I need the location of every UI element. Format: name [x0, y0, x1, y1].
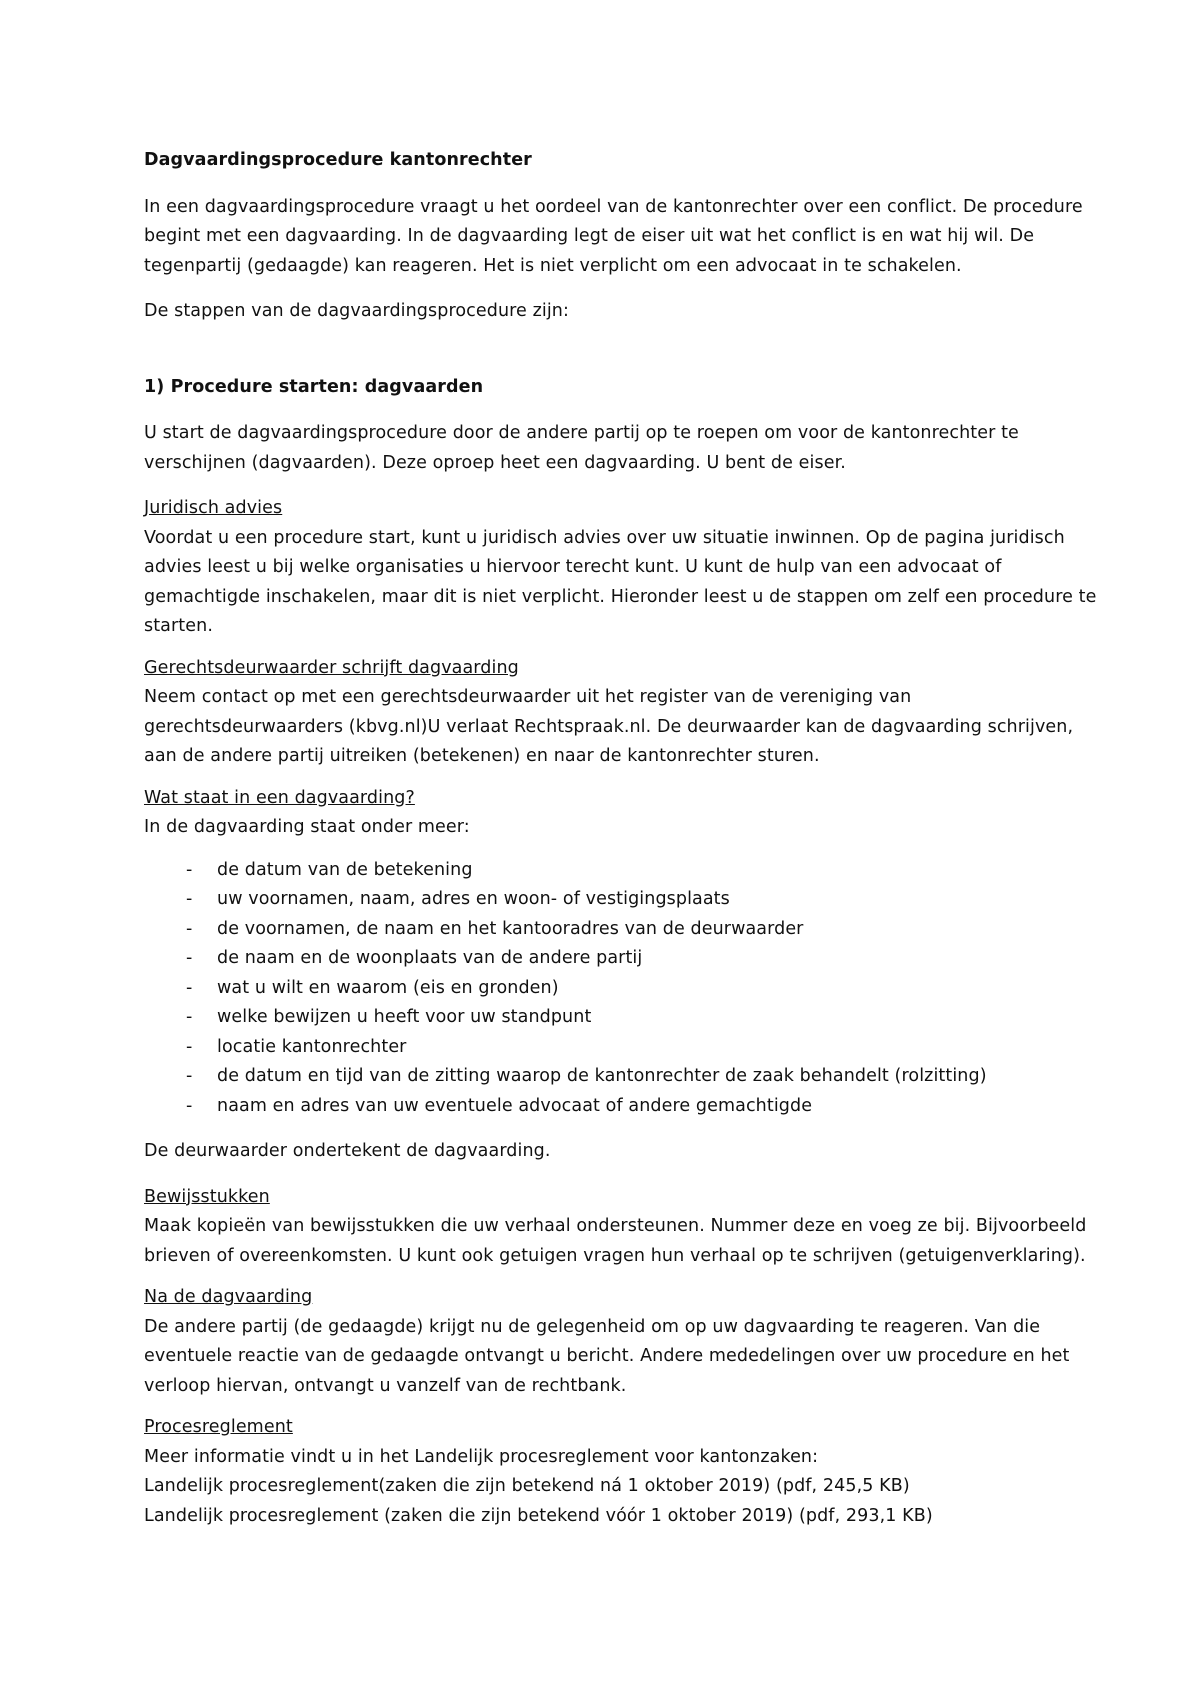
bullet-dash: -: [186, 918, 193, 939]
bullet-dash: -: [186, 859, 193, 880]
list-item: [186, 885, 1100, 915]
step1-paragraph: U start de dagvaardingsprocedure door de andere partij op te roepen om voor de kantonrechter te verschijnen (dagvaarden). Deze oproep heet een dagvaarding. U bent de eiser.: [144, 423, 1019, 473]
procesreglement-link-after-2019[interactable]: Landelijk procesreglement(zaken die zijn betekend ná 1 oktober 2019) (pdf, 245,5 KB): [144, 1476, 910, 1496]
step1-heading: 1) Procedure starten: dagvaarden: [144, 376, 484, 397]
bullet-dash: -: [186, 1036, 193, 1057]
section-text-inhoud: In de dagvaarding staat onder meer:: [144, 817, 470, 837]
list-item: [186, 1092, 1100, 1122]
document-title: Dagvaardingsprocedure kantonrechter: [144, 150, 532, 170]
dagvaarding-contents-list: [144, 856, 1100, 1122]
list-item: [186, 915, 1100, 945]
list-item-text: welke bewijzen u heeft voor uw standpunt: [217, 1007, 592, 1027]
section-heading-deurwaarder: Gerechtsdeurwaarder schrijft dagvaarding: [144, 657, 519, 678]
intro-paragraph: In een dagvaardingsprocedure vraagt u het oordeel van de kantonrechter over een conflict. De procedure begint met een dagvaarding. In de dagvaarding legt de eiser uit wat het conflict is en wat hij wil. De tegenpartij (gedaagde) kan reageren. Het is niet verplicht om een advocaat in te schakelen.: [144, 196, 1083, 276]
section-text-bewijsstukken: Maak kopieën van bewijsstukken die uw verhaal ondersteunen. Nummer deze en voeg ze bij. Bijvoorbeeld brieven of overeenkomsten. U kunt ook getuigen vragen hun verhaal op te schrijven (getuigenverklaring).: [144, 1216, 1087, 1266]
bullet-dash: -: [186, 889, 193, 909]
list-item: [186, 974, 1100, 1004]
section-heading-inhoud: Wat staat in een dagvaarding?: [144, 787, 415, 808]
section-text-deurwaarder: Neem contact op met een gerechtsdeurwaarder uit het register van de vereniging van gerechtsdeurwaarders (kbvg.nl)U verlaat Rechtspraak.nl. De deurwaarder kan de dagvaarding schrijven, aan de andere partij uitreiken (betekenen) en naar de kantonrechter sturen.: [144, 687, 1074, 766]
section-heading-juridisch-advies: Juridisch advies: [144, 498, 283, 518]
list-item: [186, 1003, 1100, 1033]
section-juridisch-advies: [144, 494, 1100, 642]
list-item-text: wat u wilt en waarom (eis en gronden): [217, 977, 559, 998]
list-item-text: locatie kantonrechter: [217, 1036, 407, 1057]
section-text-na-dagvaarding: De andere partij (de gedaagde) krijgt nu de gelegenheid om op uw dagvaarding te reageren. Van die eventuele reactie van de gedaagde ontvangt u bericht. Andere mededelingen over uw procedure en het verloop hiervan, ontvangt u vanzelf van de rechtbank.: [144, 1316, 1070, 1396]
bullet-dash: -: [186, 948, 193, 968]
bullet-dash: -: [186, 977, 193, 998]
section-procesreglement: [144, 1413, 1100, 1531]
list-item-text: uw voornamen, naam, adres en woon- of vestigingsplaats: [217, 889, 730, 909]
list-item: [186, 856, 1100, 886]
section-deurwaarder: [144, 654, 1100, 772]
steps-intro: De stappen van de dagvaardingsprocedure zijn:: [144, 301, 569, 321]
section-heading-na-dagvaarding: Na de dagvaarding: [144, 1287, 313, 1307]
section-na-dagvaarding: [144, 1283, 1100, 1401]
section-heading-bewijsstukken: Bewijsstukken: [144, 1186, 270, 1207]
closing-paragraph: De deurwaarder ondertekent de dagvaarding.: [144, 1141, 551, 1161]
list-item-text: de datum en tijd van de zitting waarop de kantonrechter de zaak behandelt (rolzitting): [217, 1066, 987, 1086]
section-inhoud-dagvaarding: [144, 784, 1100, 1167]
list-item-text: de voornamen, de naam en het kantooradres van de deurwaarder: [217, 918, 804, 939]
list-item-text: de datum van de betekening: [217, 859, 473, 880]
list-item-text: naam en adres van uw eventuele advocaat of andere gemachtigde: [217, 1095, 813, 1116]
list-item: [186, 944, 1100, 974]
section-bewijsstukken: [144, 1183, 1100, 1272]
bullet-dash: -: [186, 1007, 193, 1027]
section-text-procesreglement: Meer informatie vindt u in het Landelijk procesreglement voor kantonzaken:: [144, 1446, 819, 1467]
procesreglement-link-before-2019[interactable]: Landelijk procesreglement (zaken die zijn betekend vóór 1 oktober 2019) (pdf, 293,1 KB): [144, 1505, 933, 1526]
list-item-text: de naam en de woonplaats van de andere partij: [217, 948, 643, 968]
list-item: [186, 1062, 1100, 1092]
section-heading-procesreglement: Procesreglement: [144, 1417, 293, 1437]
bullet-dash: -: [186, 1066, 193, 1086]
section-text-juridisch-advies: Voordat u een procedure start, kunt u juridisch advies over uw situatie inwinnen. Op de pagina juridisch advies leest u bij welke organisaties u hiervoor terecht kunt. U kunt de hulp van een advocaat of gemachtigde inschakelen, maar dit is niet verplicht. Hieronder leest u de stappen om zelf een procedure te starten.: [144, 527, 1097, 636]
list-item: [186, 1033, 1100, 1063]
bullet-dash: -: [186, 1095, 193, 1116]
